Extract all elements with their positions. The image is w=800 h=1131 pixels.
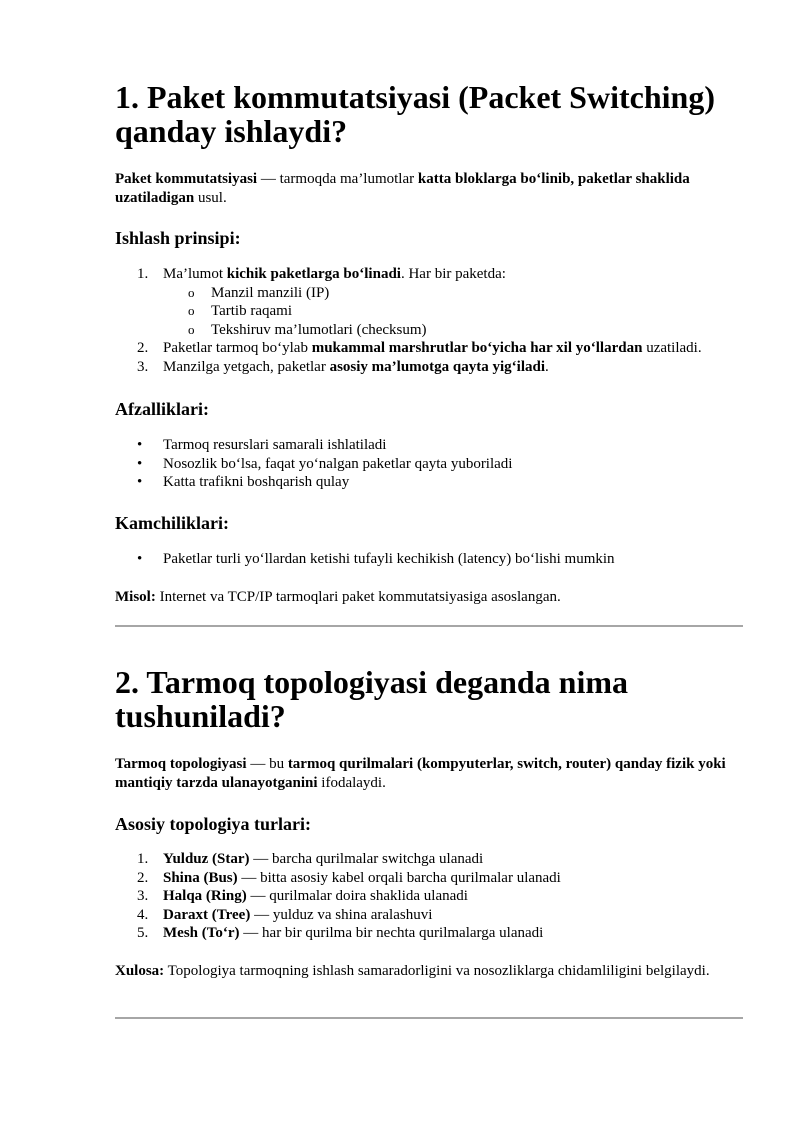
bullet-icon: • <box>137 437 143 453</box>
list-item: 3. Halqa (Ring) — qurilmalar doira shaklida ulanadi <box>137 888 468 905</box>
list-item: • Nosozlik bo‘lsa, faqat yo‘nalgan paketlar qayta yuboriladi <box>137 455 513 472</box>
principle-list <box>115 265 743 377</box>
section-divider <box>115 1017 743 1019</box>
advantages-heading: Afzalliklari: <box>115 399 209 419</box>
example-text: Internet va TCP/IP tarmoqlari paket kommutatsiyasiga asoslangan. <box>155 589 561 605</box>
intro-mid: — tarmoqda ma’lumotlar <box>257 171 418 187</box>
conclusion-text: Topologiya tarmoqning ishlash samaradorligini va nosozliklarga chidamliligini belgilaydi. <box>164 963 710 979</box>
list-item: 4. Daraxt (Tree) — yulduz va shina aralashuvi <box>137 906 433 923</box>
bullet-icon: • <box>137 474 143 491</box>
intro-term: Paket kommutatsiyasi <box>115 171 258 187</box>
list-item: • Paketlar turli yo‘llardan ketishi tufayli kechikish (latency) bo‘lishi mumkin <box>137 551 615 567</box>
principle-item-3: 3. Manzilga yetgach, paketlar asosiy ma’lumotga qayta yig‘iladi. <box>137 358 549 375</box>
conclusion-label: Xulosa: <box>115 963 165 979</box>
bullet-icon: • <box>137 455 143 472</box>
list-item: • Katta trafikni boshqarish qulay <box>137 474 350 491</box>
circle-bullet: o <box>188 321 195 337</box>
bullet-icon: • <box>137 551 143 567</box>
types-heading: Asosiy topologiya turlari: <box>115 814 311 834</box>
section1-intro <box>115 170 743 208</box>
conclusion-paragraph <box>115 962 743 981</box>
example-paragraph <box>115 588 743 607</box>
intro-end: ifodalaydi. <box>317 775 386 791</box>
disadvantages-list <box>115 550 743 569</box>
list-item: 5. Mesh (To‘r) — har bir qurilma bir nechta qurilmalarga ulanadi <box>137 925 544 942</box>
circle-bullet: o <box>188 284 195 300</box>
intro-term: Tarmoq topologiyasi <box>115 756 247 772</box>
section2-intro <box>115 755 743 793</box>
sub-item: o Tekshiruv ma’lumotlari (checksum) <box>188 321 427 338</box>
intro-mid: — bu <box>246 756 288 772</box>
types-list <box>115 850 743 943</box>
list-item: • Tarmoq resurslari samarali ishlatiladi <box>137 437 387 453</box>
sub-item: o Manzil manzili (IP) <box>188 284 330 301</box>
list-item: 1. Yulduz (Star) — barcha qurilmalar switchga ulanadi <box>137 851 484 867</box>
intro-end: usul. <box>194 190 227 206</box>
principle-item-2: 2. Paketlar tarmoq bo‘ylab mukammal marshrutlar bo‘yicha har xil yo‘llardan uzatiladi. <box>137 340 702 357</box>
principle-item-1: 1. Ma’lumot kichik paketlarga bo‘linadi. Har bir paketda: o Manzil manzili (IP) o Tartib raqami o Tekshiruv ma’lumotlari (checksum) <box>115 265 743 339</box>
section1-title: 1. Paket kommutatsiyasi (Packet Switching) qanday ishlaydi? <box>115 79 715 149</box>
advantages-list <box>115 436 743 492</box>
principle-heading: Ishlash prinsipi: <box>115 228 241 248</box>
example-label: Misol: <box>115 589 156 605</box>
disadvantages-heading: Kamchiliklari: <box>115 513 229 533</box>
intro-bold: katta bloklarga bo‘linib, paketlar shaklida uzatiladigan <box>115 171 690 206</box>
section-divider <box>115 625 743 627</box>
list-item: 2. Shina (Bus) — bitta asosiy kabel orqali barcha qurilmalar ulanadi <box>137 869 561 886</box>
sub-item: o Tartib raqami <box>188 303 292 320</box>
circle-bullet: o <box>188 303 195 319</box>
principle-sublist <box>163 284 743 340</box>
section2-title: 2. Tarmoq topologiyasi deganda nima tushuniladi? <box>115 664 628 734</box>
intro-bold: tarmoq qurilmalari (kompyuterlar, switch, router) qanday fizik yoki mantiqiy tarzda ulanayotganini <box>115 756 726 791</box>
